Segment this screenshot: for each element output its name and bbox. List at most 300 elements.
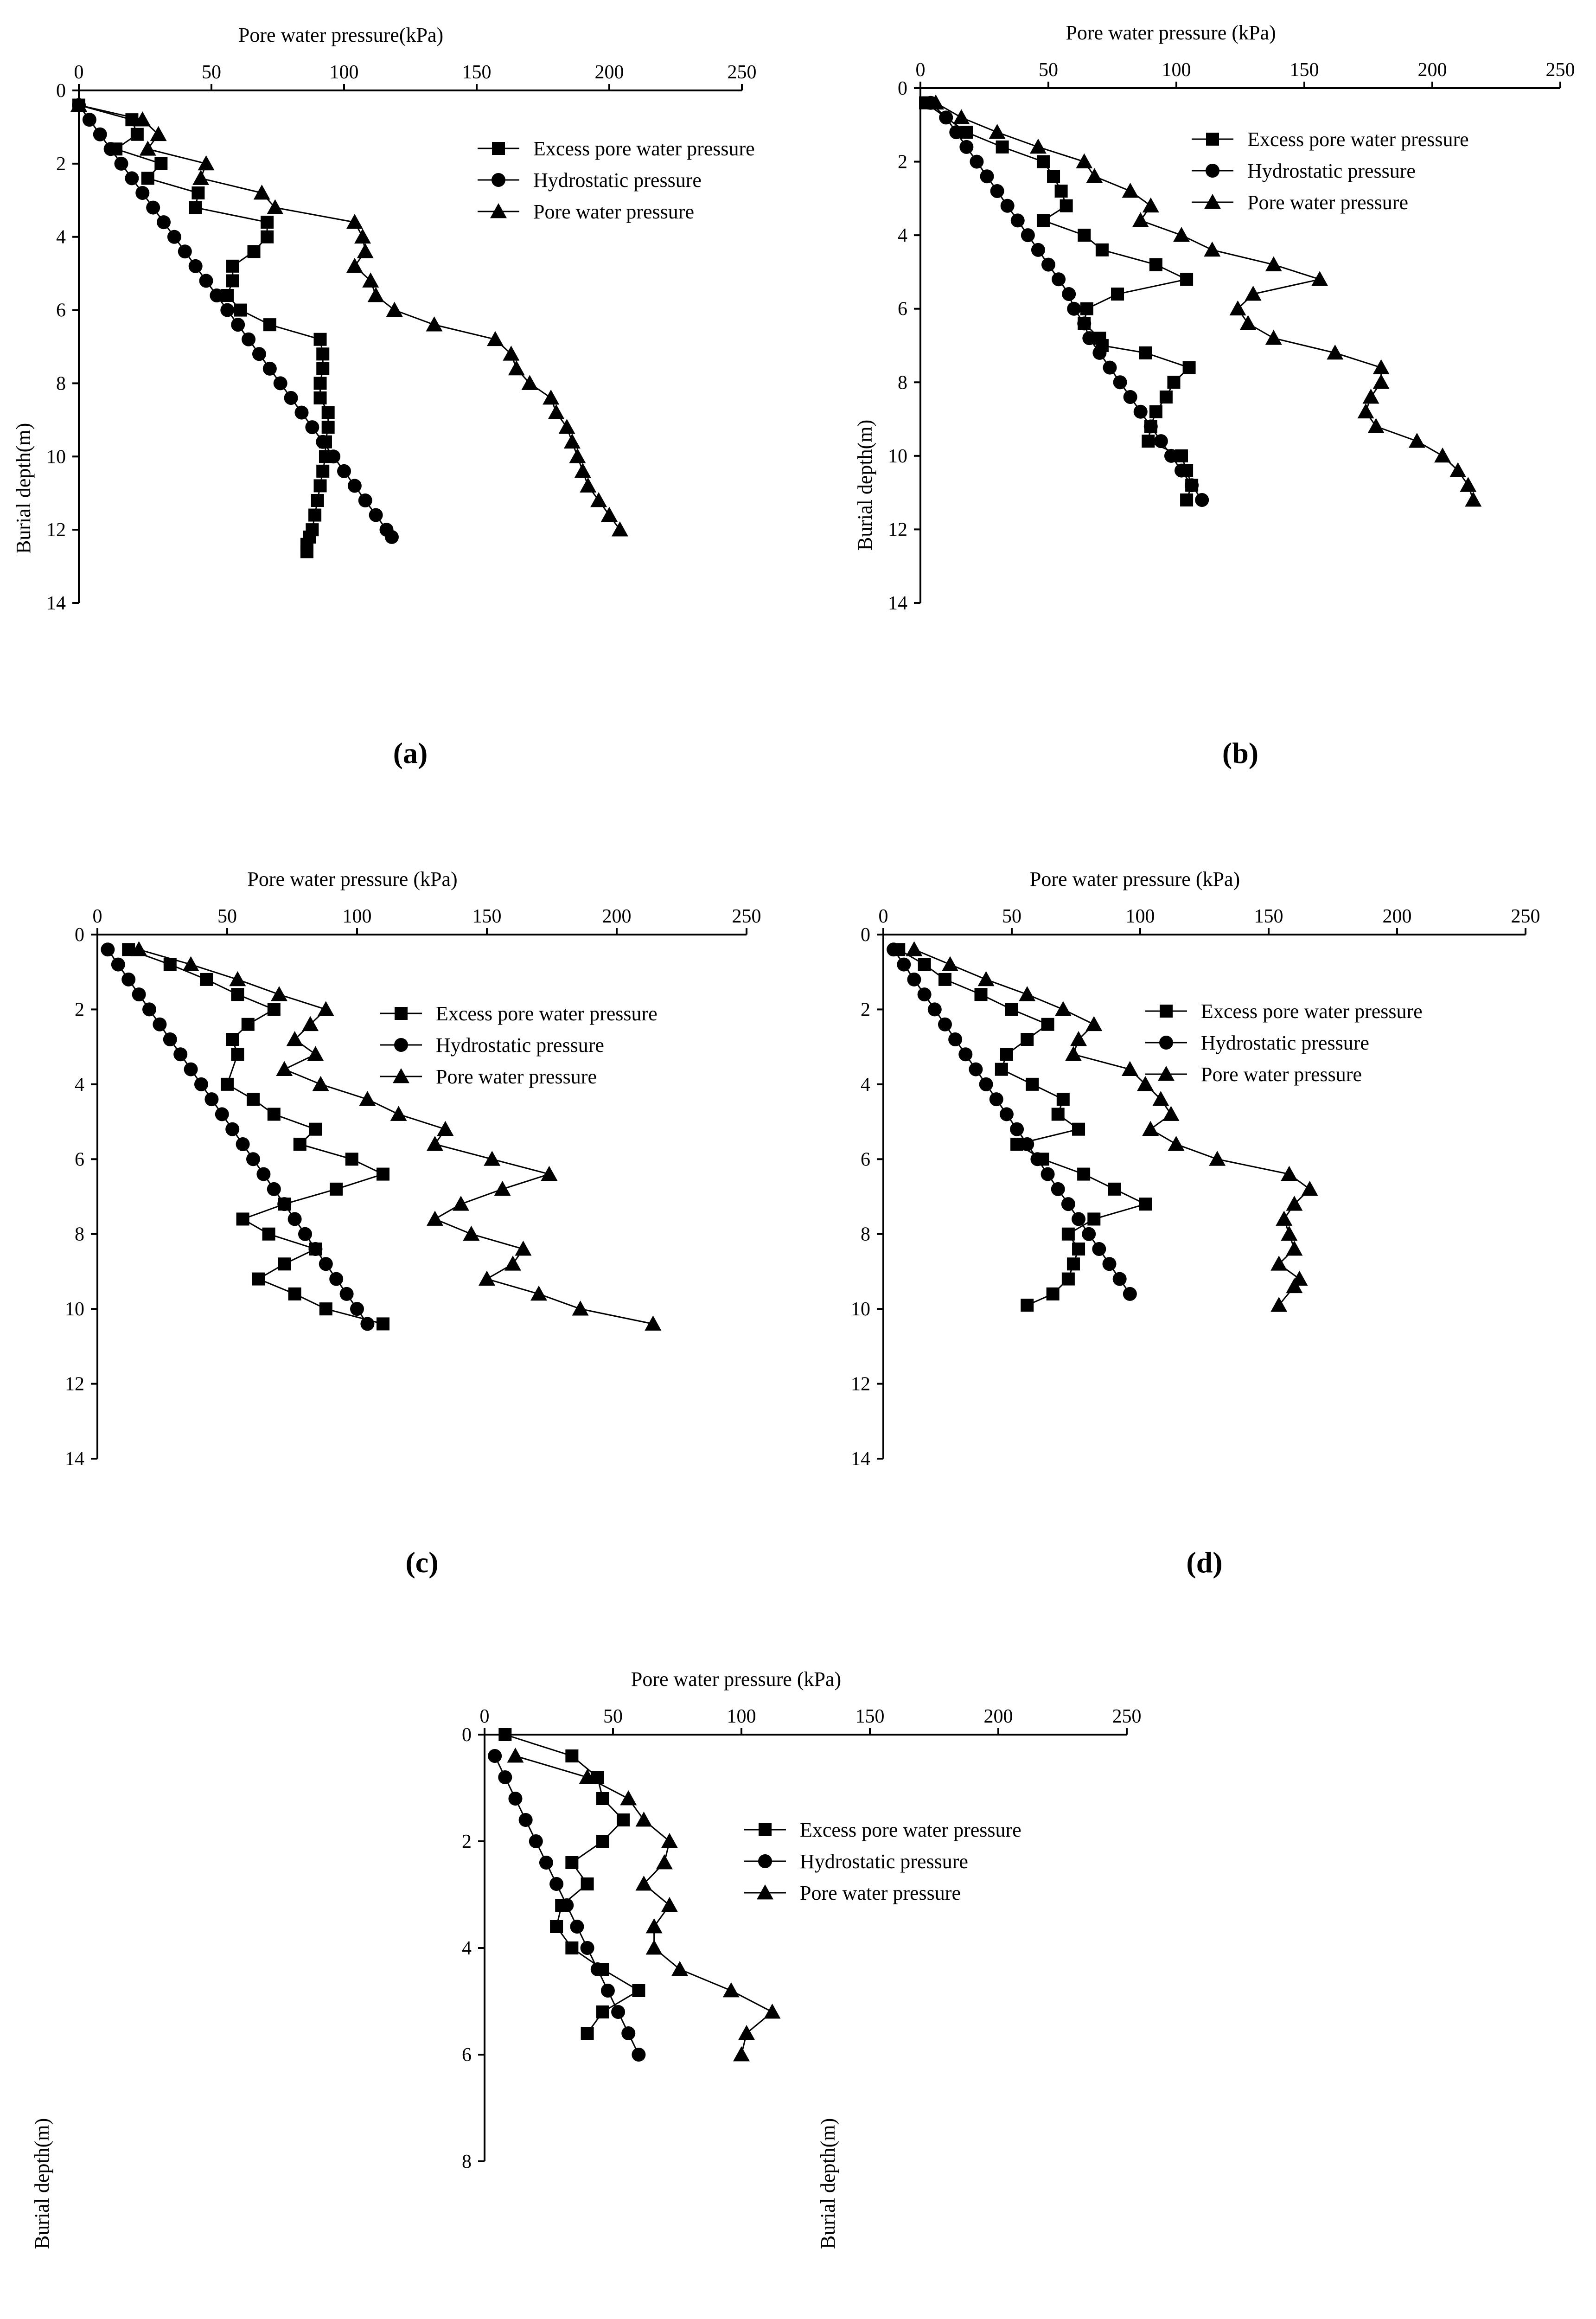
- data-point-square: [1180, 273, 1193, 286]
- y-tick-label: 10: [851, 1299, 870, 1320]
- y-tick-label: 4: [75, 1074, 84, 1095]
- y-tick-label: 8: [56, 373, 66, 395]
- data-point-square: [581, 1877, 594, 1890]
- data-point-square: [330, 1183, 343, 1196]
- legend-label: Excess pore water pressure: [800, 1819, 1021, 1841]
- data-point-square: [996, 141, 1009, 154]
- data-point-square: [632, 1984, 645, 1997]
- data-point-triangle: [723, 1982, 740, 1997]
- data-point-triangle: [357, 243, 374, 258]
- legend-label: Hydrostatic pressure: [533, 169, 702, 192]
- data-point-square: [1062, 1228, 1075, 1241]
- data-point-triangle: [276, 1061, 293, 1076]
- x-tick-label: 100: [342, 906, 372, 927]
- data-point-triangle: [318, 1001, 334, 1016]
- data-point-circle: [173, 1047, 187, 1061]
- x-tick-label: 0: [74, 62, 84, 83]
- data-point-square: [141, 172, 154, 185]
- data-point-circle: [1144, 419, 1158, 433]
- data-point-circle: [591, 1962, 605, 1976]
- legend-marker-square: [492, 142, 505, 155]
- data-point-square: [189, 201, 202, 214]
- data-point-circle: [519, 1813, 533, 1827]
- data-point-circle: [1020, 1137, 1034, 1151]
- x-tick-label: 100: [1162, 59, 1191, 81]
- data-point-circle: [570, 1920, 584, 1934]
- x-tick-label: 150: [855, 1706, 885, 1727]
- data-point-circle: [252, 347, 266, 361]
- data-point-circle: [1031, 243, 1045, 257]
- data-point-triangle: [580, 477, 596, 492]
- y-tick-label: 8: [75, 1224, 84, 1245]
- data-point-square: [314, 377, 327, 390]
- series-triangle: [906, 941, 1318, 1312]
- data-point-square: [200, 973, 213, 986]
- legend-marker-triangle: [1204, 194, 1221, 209]
- data-point-square: [226, 274, 239, 287]
- data-point-square: [294, 1138, 306, 1151]
- y-tick-label: 8: [898, 372, 907, 394]
- data-point-triangle: [1409, 433, 1425, 448]
- data-point-circle: [294, 406, 308, 420]
- data-point-triangle: [548, 404, 565, 419]
- data-point-triangle: [1281, 1226, 1297, 1241]
- data-point-circle: [1113, 375, 1127, 389]
- x-tick-label: 250: [727, 62, 757, 83]
- y-tick-label: 0: [861, 924, 870, 946]
- data-point-triangle: [906, 941, 922, 956]
- data-point-triangle: [1132, 212, 1149, 227]
- series-line: [128, 949, 383, 1324]
- y-tick-label: 14: [46, 593, 66, 614]
- data-point-square: [1160, 391, 1173, 404]
- series-line: [894, 949, 1130, 1294]
- data-point-circle: [101, 942, 115, 956]
- data-point-square: [236, 1212, 249, 1225]
- y-tick-label: 10: [46, 446, 66, 468]
- data-point-triangle: [1265, 330, 1282, 345]
- data-point-circle: [125, 171, 139, 185]
- data-point-square: [1142, 435, 1155, 448]
- series-triangle: [927, 95, 1481, 507]
- data-point-triangle: [733, 2046, 750, 2061]
- data-point-square: [316, 347, 329, 360]
- y-tick-label: 14: [888, 593, 907, 614]
- data-point-circle: [1103, 361, 1117, 375]
- data-point-triangle: [989, 124, 1006, 139]
- data-point-square: [322, 421, 335, 434]
- legend-label: Hydrostatic pressure: [1201, 1031, 1369, 1054]
- legend-label: Hydrostatic pressure: [1247, 160, 1416, 182]
- data-point-circle: [529, 1834, 543, 1848]
- data-point-circle: [918, 987, 932, 1001]
- data-point-square: [1149, 258, 1162, 271]
- data-point-square: [231, 988, 244, 1001]
- data-point-square: [288, 1288, 301, 1300]
- data-point-square: [1080, 302, 1093, 315]
- data-point-circle: [1062, 287, 1076, 301]
- y-tick-label: 12: [46, 519, 66, 541]
- series-circle: [924, 96, 1209, 507]
- data-point-triangle: [1311, 271, 1328, 286]
- data-point-triangle: [271, 986, 287, 1001]
- data-point-square: [131, 128, 144, 141]
- data-point-square: [345, 1153, 358, 1166]
- data-point-triangle: [1142, 1121, 1159, 1136]
- data-point-circle: [1092, 1242, 1106, 1256]
- data-point-circle: [184, 1063, 198, 1076]
- x-tick-label: 250: [732, 906, 761, 927]
- legend-marker-triangle: [490, 203, 507, 218]
- data-point-triangle: [646, 1918, 663, 1933]
- data-point-square: [1067, 1257, 1080, 1270]
- data-point-circle: [146, 201, 160, 215]
- data-point-triangle: [1363, 389, 1379, 404]
- data-point-circle: [189, 259, 203, 273]
- panel-label: (b): [1222, 737, 1259, 769]
- data-point-triangle: [140, 141, 156, 155]
- data-point-square: [565, 1856, 578, 1869]
- data-point-circle: [163, 1032, 177, 1046]
- data-point-square: [308, 509, 321, 522]
- data-point-circle: [104, 142, 118, 156]
- data-point-triangle: [1076, 154, 1092, 168]
- data-point-square: [242, 1018, 255, 1031]
- y-tick-label: 4: [462, 1938, 472, 1959]
- data-point-triangle: [453, 1196, 469, 1211]
- data-point-circle: [1113, 1272, 1127, 1286]
- data-point-circle: [632, 2048, 645, 2062]
- data-point-square: [565, 1749, 578, 1762]
- data-point-circle: [897, 958, 911, 972]
- y-tick-label: 0: [462, 1724, 472, 1746]
- data-point-triangle: [494, 1181, 511, 1196]
- data-point-circle: [153, 1018, 166, 1031]
- x-tick-label: 200: [1382, 906, 1412, 927]
- data-point-circle: [167, 230, 181, 244]
- data-point-triangle: [1209, 1151, 1226, 1166]
- x-tick-label: 250: [1511, 906, 1540, 927]
- data-point-square: [226, 260, 239, 273]
- legend-label: Hydrostatic pressure: [436, 1034, 604, 1057]
- data-point-triangle: [1368, 418, 1385, 433]
- data-point-circle: [319, 1257, 333, 1271]
- data-point-circle: [1051, 1182, 1065, 1196]
- legend-label: Excess pore water pressure: [1201, 1000, 1423, 1023]
- legend-marker-circle: [758, 1854, 772, 1868]
- data-point-circle: [204, 1092, 218, 1106]
- y-axis-title: Burial depth(m): [31, 2118, 53, 2249]
- data-point-circle: [948, 1032, 962, 1046]
- data-point-triangle: [426, 316, 442, 331]
- data-point-triangle: [646, 1940, 663, 1954]
- data-point-triangle: [229, 971, 246, 986]
- data-point-circle: [887, 942, 900, 956]
- data-point-square: [565, 1941, 578, 1954]
- data-point-circle: [970, 155, 983, 169]
- data-point-square: [248, 245, 261, 258]
- data-point-circle: [959, 140, 973, 154]
- x-tick-label: 200: [602, 906, 632, 927]
- data-point-circle: [938, 1018, 952, 1031]
- data-point-triangle: [427, 1136, 443, 1151]
- data-point-circle: [907, 973, 921, 987]
- data-point-triangle: [764, 2004, 780, 2018]
- series-square: [498, 1728, 645, 2040]
- data-point-circle: [83, 113, 96, 127]
- data-point-circle: [1092, 346, 1106, 360]
- data-point-triangle: [942, 956, 958, 971]
- data-point-square: [581, 2027, 594, 2040]
- data-point-circle: [350, 1302, 364, 1316]
- data-point-triangle: [346, 258, 363, 273]
- data-point-square: [1041, 1018, 1054, 1031]
- data-point-triangle: [1240, 315, 1257, 330]
- data-point-square: [1021, 1033, 1034, 1046]
- y-tick-label: 6: [75, 1149, 84, 1171]
- x-tick-label: 50: [1002, 906, 1021, 927]
- data-point-circle: [115, 157, 128, 171]
- data-point-square: [1077, 1168, 1090, 1181]
- legend-marker-square: [1206, 133, 1219, 146]
- data-point-triangle: [427, 1211, 443, 1225]
- data-point-square: [226, 1033, 239, 1046]
- legend-label: Excess pore water pressure: [1247, 128, 1469, 151]
- data-point-square: [596, 2005, 609, 2018]
- data-point-square: [319, 1302, 332, 1315]
- series-circle: [72, 98, 399, 544]
- data-point-triangle: [307, 1046, 324, 1061]
- data-point-circle: [1124, 390, 1137, 404]
- data-point-square: [1139, 346, 1152, 359]
- x-tick-label: 50: [603, 1706, 623, 1727]
- legend-label: Pore water pressure: [800, 1882, 961, 1904]
- y-tick-label: 6: [861, 1149, 870, 1171]
- data-point-circle: [199, 274, 213, 288]
- data-point-circle: [360, 1317, 374, 1331]
- data-point-square: [1037, 214, 1050, 227]
- legend-marker-triangle: [1158, 1066, 1175, 1081]
- y-tick-label: 4: [56, 226, 66, 248]
- data-point-circle: [601, 1984, 615, 1998]
- data-point-circle: [93, 128, 107, 141]
- legend-marker-square: [395, 1007, 408, 1020]
- data-point-triangle: [661, 1833, 678, 1848]
- x-tick-label: 150: [1254, 906, 1283, 927]
- data-point-triangle: [661, 1897, 678, 1912]
- data-point-triangle: [1085, 1016, 1102, 1031]
- x-tick-label: 150: [472, 906, 502, 927]
- legend-marker-circle: [394, 1038, 408, 1052]
- data-point-circle: [231, 318, 245, 332]
- x-tick-label: 0: [878, 906, 888, 927]
- data-point-circle: [949, 125, 963, 139]
- y-tick-label: 14: [851, 1448, 870, 1470]
- data-point-circle: [132, 987, 146, 1001]
- data-point-triangle: [437, 1121, 453, 1136]
- data-point-circle: [508, 1792, 522, 1806]
- data-point-square: [316, 465, 329, 478]
- data-point-circle: [1021, 228, 1035, 242]
- data-point-triangle: [1173, 227, 1190, 242]
- data-point-circle: [1067, 302, 1081, 316]
- data-point-triangle: [575, 463, 591, 478]
- x-axis-title: Pore water pressure (kPa): [1029, 868, 1240, 890]
- data-point-triangle: [564, 434, 581, 448]
- data-point-circle: [274, 376, 287, 390]
- data-point-circle: [316, 435, 330, 449]
- chart-panel-2: [854, 21, 1575, 769]
- data-point-circle: [194, 1077, 208, 1091]
- data-point-circle: [220, 303, 234, 317]
- y-tick-label: 4: [898, 225, 907, 247]
- data-point-square: [1183, 361, 1196, 374]
- data-point-square: [263, 318, 276, 331]
- data-point-triangle: [463, 1226, 479, 1241]
- data-point-triangle: [1302, 1181, 1318, 1196]
- data-point-circle: [939, 110, 953, 124]
- legend-label: Excess pore water pressure: [533, 137, 755, 160]
- data-point-circle: [990, 184, 1004, 198]
- data-point-square: [1072, 1123, 1085, 1136]
- legend-marker-triangle: [393, 1068, 409, 1083]
- x-tick-label: 100: [329, 62, 359, 83]
- data-point-triangle: [479, 1271, 495, 1286]
- y-tick-label: 0: [56, 80, 66, 102]
- data-point-circle: [135, 186, 149, 200]
- data-point-circle: [1001, 199, 1015, 213]
- data-point-circle: [979, 1077, 993, 1091]
- data-point-triangle: [1168, 1136, 1185, 1151]
- x-tick-label: 0: [915, 59, 926, 81]
- y-tick-label: 2: [898, 151, 907, 173]
- data-point-triangle: [1460, 477, 1476, 492]
- data-point-square: [617, 1813, 630, 1826]
- data-point-triangle: [386, 302, 403, 317]
- x-tick-label: 0: [92, 906, 102, 927]
- data-point-triangle: [620, 1790, 637, 1805]
- panel-label: (a): [393, 737, 428, 769]
- y-tick-label: 12: [65, 1373, 84, 1395]
- data-point-square: [268, 1003, 281, 1016]
- data-point-circle: [340, 1287, 354, 1301]
- data-point-circle: [980, 169, 994, 183]
- data-point-circle: [267, 1182, 281, 1196]
- y-tick-label: 8: [462, 2151, 472, 2172]
- legend-marker-triangle: [757, 1884, 773, 1899]
- data-point-circle: [277, 1197, 291, 1211]
- data-point-triangle: [635, 1812, 652, 1826]
- data-point-square: [1026, 1078, 1039, 1091]
- data-point-square: [261, 231, 274, 243]
- data-point-circle: [305, 420, 319, 434]
- data-point-triangle: [507, 1748, 523, 1762]
- data-point-triangle: [1465, 492, 1481, 506]
- data-point-square: [1167, 376, 1180, 389]
- y-tick-label: 0: [75, 924, 84, 946]
- legend-marker-circle: [492, 173, 505, 187]
- x-tick-label: 50: [217, 906, 237, 927]
- data-point-triangle: [368, 287, 384, 302]
- legend-marker-square: [1160, 1005, 1173, 1018]
- data-point-circle: [549, 1877, 563, 1891]
- legend-label: Pore water pressure: [533, 200, 694, 223]
- data-point-circle: [1103, 1257, 1117, 1271]
- x-tick-label: 250: [1112, 1706, 1142, 1727]
- data-point-square: [377, 1317, 389, 1330]
- data-point-circle: [1082, 1227, 1096, 1241]
- y-tick-label: 14: [65, 1448, 84, 1470]
- data-point-circle: [621, 2026, 635, 2040]
- data-point-circle: [210, 288, 223, 302]
- data-point-square: [1111, 288, 1124, 301]
- data-point-triangle: [572, 1300, 589, 1315]
- data-point-triangle: [1055, 1001, 1072, 1016]
- chart-panel-4: [817, 868, 1540, 2249]
- data-point-square: [234, 304, 247, 317]
- data-point-circle: [1011, 213, 1025, 227]
- data-point-triangle: [558, 419, 575, 434]
- data-point-triangle: [612, 521, 628, 536]
- data-point-circle: [385, 530, 399, 544]
- data-point-circle: [1077, 316, 1091, 330]
- legend-marker-circle: [1206, 164, 1219, 178]
- x-tick-label: 100: [727, 1706, 756, 1727]
- data-point-square: [1180, 493, 1193, 506]
- y-tick-label: 6: [462, 2044, 472, 2066]
- x-axis-title: Pore water pressure(kPa): [238, 24, 444, 46]
- data-point-triangle: [1434, 448, 1451, 462]
- data-point-triangle: [515, 1241, 531, 1256]
- data-point-circle: [958, 1047, 972, 1061]
- data-point-square: [322, 406, 335, 419]
- data-point-square: [1047, 170, 1060, 183]
- data-point-triangle: [1373, 359, 1390, 374]
- data-point-square: [1047, 1288, 1060, 1300]
- data-point-circle: [1072, 1212, 1085, 1226]
- data-point-square: [262, 1228, 275, 1241]
- data-point-triangle: [359, 1091, 376, 1106]
- y-tick-label: 12: [888, 519, 907, 541]
- data-point-circle: [1154, 434, 1168, 448]
- legend-marker-circle: [1159, 1036, 1173, 1050]
- x-tick-label: 150: [1290, 59, 1319, 81]
- data-point-circle: [1052, 272, 1066, 286]
- data-point-triangle: [1162, 1106, 1179, 1121]
- data-point-circle: [539, 1856, 553, 1870]
- data-point-triangle: [656, 1854, 673, 1869]
- data-point-circle: [358, 493, 372, 507]
- data-point-square: [278, 1257, 291, 1270]
- data-point-square: [192, 186, 204, 199]
- data-point-triangle: [1276, 1211, 1292, 1225]
- data-point-square: [1139, 1198, 1152, 1211]
- data-point-square: [975, 988, 988, 1001]
- data-point-circle: [337, 464, 351, 478]
- y-tick-label: 2: [462, 1831, 472, 1852]
- data-point-circle: [246, 1152, 260, 1166]
- data-point-circle: [369, 508, 383, 522]
- data-point-square: [221, 1078, 234, 1091]
- chart-panel-5: [418, 1668, 1142, 2319]
- data-point-square: [268, 1108, 281, 1121]
- data-point-square: [231, 1048, 244, 1061]
- data-point-triangle: [601, 507, 618, 522]
- data-point-circle: [1195, 493, 1209, 507]
- y-tick-label: 12: [851, 1373, 870, 1395]
- data-point-circle: [111, 958, 125, 972]
- data-point-square: [309, 1123, 322, 1136]
